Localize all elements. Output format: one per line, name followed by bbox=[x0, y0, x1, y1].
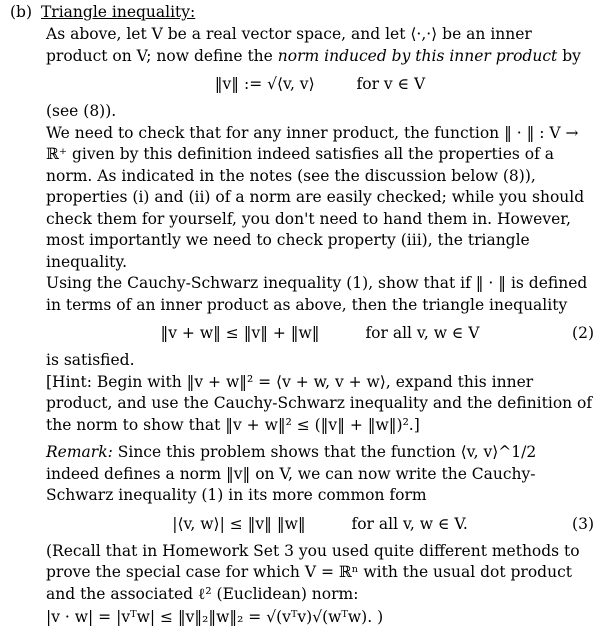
cauchy-schwarz-equation bbox=[46, 511, 594, 537]
remark-label: Remark: bbox=[46, 443, 113, 461]
problem-body bbox=[46, 24, 594, 629]
section-title: Triangle inequality: bbox=[40, 3, 196, 21]
norm-definition-condition: for v ∈ V bbox=[356, 75, 426, 93]
recall-paragraph: (Recall that in Homework Set 3 you used quite different methods to prove the special case for which V = ℝⁿ with the usual dot product and the associated ℓ² (Euclidean) norm: bbox=[46, 541, 580, 603]
hint-paragraph: [Hint: Begin with ‖v + w‖² = ⟨v + w, v + w⟩, expand this inner product, and use the Cauchy-Schwarz inequality and the definition of the norm to show that ‖v + w‖² ≤ (‖v‖ + ‖w‖)².] bbox=[46, 372, 593, 434]
equation-number-3: (3) bbox=[572, 514, 594, 533]
see-reference: (see (8)). bbox=[46, 102, 117, 120]
intro-paragraph bbox=[46, 24, 594, 67]
norm-definition-math bbox=[46, 71, 594, 97]
section-label: (b) bbox=[10, 3, 33, 21]
triangle-inequality-condition: for all v, w ∈ V bbox=[365, 324, 480, 342]
section-heading bbox=[10, 2, 596, 24]
cauchy-schwarz-math bbox=[46, 511, 594, 537]
intro-text: As above, let V be a real vector space, and let ⟨·,·⟩ be an inner product on V; now define the bbox=[46, 25, 532, 65]
remark-paragraph bbox=[46, 442, 594, 507]
using-paragraph: Using the Cauchy-Schwarz inequality (1), show that if ‖ · ‖ is defined in terms of an inner product as above, then the triangle inequality bbox=[46, 274, 588, 314]
norm-definition-equation bbox=[46, 71, 594, 97]
intro-emphasis: norm induced by this inner product bbox=[277, 46, 558, 65]
final-equation-line: |v · w| = |vᵀw| ≤ ‖v‖₂‖w‖₂ = √(vᵀv)√(wᵀw). ) bbox=[46, 608, 384, 626]
norm-definition-formula: ‖v‖ := √⟨v, v⟩ bbox=[214, 75, 315, 93]
triangle-inequality-math bbox=[46, 320, 594, 346]
check-paragraph: We need to check that for any inner product, the function ‖ · ‖ : V → ℝ⁺ given by this definition indeed satisfies all the properties of a norm. As indicated in the notes (see the discussion below (8)), properties (i) and (ii) of a norm are easily checked; while you should check them for yourself, you don't need to hand them in. However, most importantly we need to check property (iii), the triangle inequality. bbox=[46, 123, 585, 271]
cauchy-schwarz-condition: for all v, w ∈ V. bbox=[351, 514, 468, 533]
triangle-inequality-formula: ‖v + w‖ ≤ ‖v‖ + ‖w‖ bbox=[160, 324, 320, 342]
is-satisfied-text: is satisfied. bbox=[46, 351, 135, 369]
intro-text-end: by bbox=[562, 46, 581, 65]
equation-number-2: (2) bbox=[572, 324, 594, 342]
triangle-inequality-equation bbox=[46, 320, 594, 346]
cauchy-schwarz-formula: |⟨v, w⟩| ≤ ‖v‖ ‖w‖ bbox=[172, 514, 306, 533]
remark-text: Since this problem shows that the function ⟨v, v⟩^1/2 indeed defines a norm ‖v‖ on V, we can now write the Cauchy-Schwarz inequality (1) in its more common form bbox=[46, 443, 537, 504]
